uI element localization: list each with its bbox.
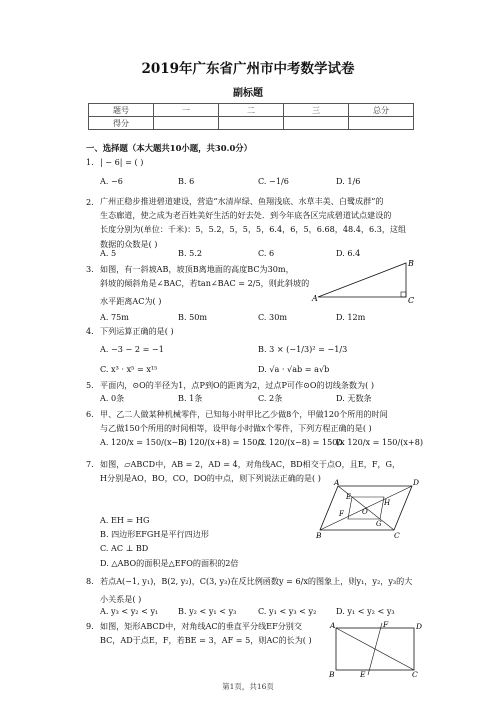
option-b[interactable]: B. 120/(x+8) = 150/x — [178, 437, 265, 447]
table-cell — [219, 117, 284, 130]
stem-line: BC，AD于点E，F，若BE = 3，AF = 5，则AC的长为( ) — [100, 635, 312, 646]
table-cell — [349, 117, 414, 130]
label-b: B — [316, 531, 322, 538]
option-a[interactable]: A. 0条 — [100, 393, 125, 403]
table-row — [89, 104, 414, 117]
option-c[interactable]: C. −1/6 — [258, 176, 289, 186]
label-c: C — [408, 296, 415, 305]
option-a[interactable]: A. 75m — [100, 312, 129, 322]
stem-line: 如图，有一斜坡AB，坡顶B离地面的高度BC为30m， — [100, 264, 294, 274]
page-title: 2019年广东省广州市中考数学试卷 — [141, 61, 355, 77]
option-b[interactable]: B. 1条 — [178, 393, 203, 403]
stem-line: 广州正稳步推进碧道建设，营造“水清岸绿、鱼翔浅底、水草丰美、白鹭成群”的 — [100, 196, 384, 206]
option-c[interactable]: C. y₁ < y₃ < y₂ — [258, 606, 317, 616]
option-c[interactable]: C. 2条 — [258, 393, 283, 403]
page-footer: 第1页，共16页 — [222, 682, 274, 691]
rectangle-figure — [326, 620, 426, 678]
table-header-cell: 二 — [219, 104, 284, 117]
slope-figure — [310, 255, 420, 305]
label-e: E — [346, 493, 352, 501]
question-number: 3. — [86, 264, 94, 274]
table-cell — [154, 117, 219, 130]
section-heading: 一、选择题（本大题共10小题，共30.0分） — [86, 143, 253, 153]
option-b[interactable]: B. y₂ < y₁ < y₃ — [178, 606, 237, 616]
question-number: 9. — [86, 621, 94, 631]
option-b[interactable]: B. 四边形EFGH是平行四边形 — [100, 529, 209, 540]
option-c[interactable]: C. 6 — [258, 248, 275, 258]
question-options — [100, 513, 239, 570]
label-c: C — [394, 531, 400, 538]
stem-line: 小关系是( ) — [100, 594, 142, 605]
table-cell — [284, 117, 349, 130]
label-d: D — [413, 478, 420, 487]
option-b[interactable]: B. 50m — [178, 312, 208, 322]
question-stem: | − 6| = ( ) — [100, 157, 144, 167]
table-row-label: 得分 — [89, 117, 154, 130]
stem-line: 甲、乙二人做某种机械零件，已知每小时甲比乙少做8个，甲做120个所用的时间 — [100, 409, 388, 419]
stem-line: 若点A(−1, y₁)，B(2, y₂)，C(3, y₃)在反比例函数y = 6/x的图象上，则y₁，y₂，y₃的大 — [100, 576, 413, 586]
label-e: E — [360, 670, 366, 678]
question-stem — [100, 574, 422, 606]
question-stem — [100, 407, 422, 435]
table-header-cell: 题号 — [89, 104, 154, 117]
stem-line: 斜坡的倾斜角是∠BAC，若tan∠BAC = 2/5，则此斜坡的 — [100, 278, 310, 289]
option-b[interactable]: B. 3 × (−1/3)² = −1/3 — [258, 344, 348, 354]
table-row — [89, 117, 414, 130]
question-number: 8. — [86, 576, 94, 586]
stem-line: H分别是AO，BO，CO，DO的中点，则下列说法正确的是( ) — [100, 473, 321, 484]
table-header-cell: 总分 — [349, 104, 414, 117]
label-g: G — [376, 520, 382, 528]
question-number: 6. — [86, 409, 94, 419]
option-a[interactable]: A. EH = HG — [100, 515, 150, 525]
table-header-cell: 三 — [284, 104, 349, 117]
stem-line: 如图，▱ABCD中，AB = 2，AD = 4，对角线AC，BD相交于点O，且E，F，G， — [100, 459, 401, 469]
stem-line: 长度分别为(单位：千米)：5，5.2，5，5，5，6.4，6，5，6.68，48.4，6.3，这组 — [100, 224, 407, 235]
stem-line: 如图，矩形ABCD中，对角线AC的垂直平分线EF分别交 — [100, 621, 302, 631]
option-a[interactable]: A. −3 − 2 = −1 — [100, 344, 164, 354]
option-d[interactable]: D. 1/6 — [336, 176, 361, 186]
label-f: F — [339, 510, 344, 518]
label-f: F — [383, 620, 389, 629]
label-o: O — [362, 508, 368, 516]
question-number: 7. — [86, 459, 94, 469]
option-c[interactable]: C. x³ · x⁵ = x¹⁵ — [100, 364, 158, 374]
label-d: D — [416, 622, 423, 631]
question-number: 4. — [86, 326, 94, 336]
option-d[interactable]: D. 120/x = 150/(x+8) — [336, 437, 423, 447]
label-b: B — [329, 670, 335, 678]
page-subtitle: 副标题 — [233, 88, 263, 99]
option-d[interactable]: D. 12m — [336, 312, 366, 322]
question-number: 2. — [86, 197, 94, 207]
label-h: H — [384, 499, 391, 507]
option-b[interactable]: B. 6 — [178, 176, 195, 186]
stem-line: 与乙做150个所用的时间相等，设甲每小时做x个零件，下列方程正确的是( ) — [100, 423, 372, 434]
stem-line: 数据的众数是( ) — [100, 238, 158, 249]
option-a[interactable]: A. −6 — [100, 176, 123, 186]
option-a[interactable]: A. 5 — [100, 248, 117, 258]
stem-line: 生态廊道，使之成为老百姓美好生活的好去处．到今年底各区完成碧道试点建设的 — [100, 210, 392, 221]
question-stem: 下列运算正确的是( ) — [100, 326, 174, 336]
option-c[interactable]: C. 30m — [258, 312, 288, 322]
option-c[interactable]: C. 120/(x−8) = 150/x — [258, 437, 345, 447]
option-a[interactable]: A. y₃ < y₂ < y₁ — [100, 606, 159, 616]
label-a: A — [334, 478, 340, 487]
option-d[interactable]: D. √a · √ab = a√b — [258, 364, 330, 374]
label-b: B — [408, 259, 414, 268]
option-d[interactable]: D. y₁ < y₂ < y₃ — [336, 606, 395, 616]
score-table — [88, 103, 414, 130]
option-d[interactable]: D. 6.4 — [336, 248, 361, 258]
stem-line: 水平距离AC为( ) — [100, 296, 162, 307]
question-stem — [100, 194, 422, 251]
option-d[interactable]: D. △ABO的面积是△EFO的面积的2倍 — [100, 557, 239, 568]
option-c[interactable]: C. AC ⊥ BD — [100, 543, 149, 554]
table-header-cell: 一 — [154, 104, 219, 117]
label-a: A — [330, 621, 336, 630]
option-d[interactable]: D. 无数条 — [336, 393, 372, 403]
question-number: 5. — [86, 380, 94, 390]
option-b[interactable]: B. 5.2 — [178, 248, 202, 258]
option-a[interactable]: A. 120/x = 150/(x−8) — [100, 437, 187, 447]
question-stem: 平面内，⊙O的半径为1，点P到O的距离为2，过点P可作⊙O的切线条数为( ) — [100, 380, 374, 390]
parallelogram-figure — [316, 478, 422, 538]
label-a: A — [312, 294, 318, 303]
question-number: 1. — [86, 157, 94, 167]
question-stem — [100, 619, 340, 647]
label-c: C — [412, 670, 418, 678]
question-stem — [100, 262, 340, 309]
